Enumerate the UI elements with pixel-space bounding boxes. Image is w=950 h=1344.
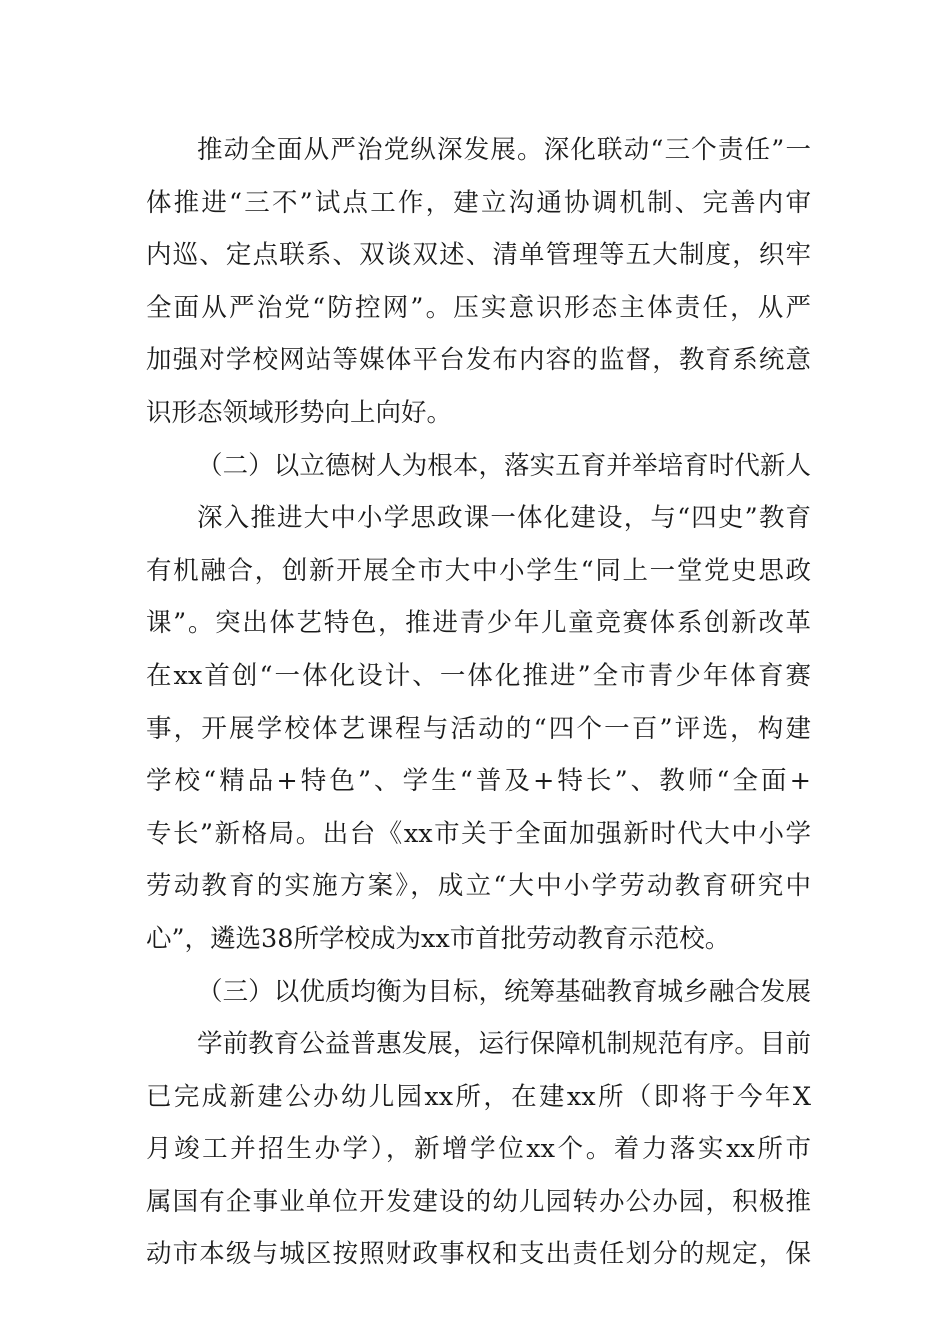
text-line: 深入推进大中小学思政课一体化建设，与“四史”教育: [197, 503, 811, 534]
document-body: [146, 124, 811, 1281]
text-line: 学校“精品+特色”、学生“普及+特长”、教师“全面+: [146, 766, 811, 797]
text-line: 全面从严治党“防控网”。压实意识形态主体责任，从严: [146, 292, 811, 323]
text-line: 体推进“三不”试点工作，建立沟通协调机制、完善内审: [146, 187, 811, 218]
text-line: 劳动教育的实施方案》，成立“大中小学劳动教育研究中: [146, 871, 811, 902]
text-line: （三）以优质均衡为目标，统筹基础教育城乡融合发展: [197, 976, 811, 1007]
text-line: （二）以立德树人为根本，落实五育并举培育时代新人: [197, 450, 811, 481]
text-line: 动市本级与城区按照财政事权和支出责任划分的规定，保: [146, 1239, 811, 1270]
text-line: 专长”新格局。出台《xx市关于全面加强新时代大中小学: [146, 818, 811, 849]
text-line: 已完成新建公办幼儿园xx所，在建xx所（即将于今年X: [146, 1081, 811, 1112]
text-line: 课”。突出体艺特色，推进青少年儿童竞赛体系创新改革: [146, 608, 811, 639]
text-line: 有机融合，创新开展全市大中小学生“同上一堂党史思政: [146, 555, 811, 586]
text-line: 加强对学校网站等媒体平台发布内容的监督，教育系统意: [146, 345, 811, 376]
text-line: 在xx首创“一体化设计、一体化推进”全市青少年体育赛: [146, 660, 811, 691]
text-line: 学前教育公益普惠发展，运行保障机制规范有序。目前: [197, 1029, 811, 1060]
text-line: 内巡、定点联系、双谈双述、清单管理等五大制度，织牢: [146, 240, 811, 271]
text-line: 属国有企事业单位开发建设的幼儿园转办公办园，积极推: [146, 1186, 811, 1217]
text-line: 心”，遴选38所学校成为xx市首批劳动教育示范校。: [146, 923, 731, 954]
text-line: 月竣工并招生办学），新增学位xx个。着力落实xx所市: [146, 1134, 811, 1165]
text-line: 推动全面从严治党纵深发展。深化联动“三个责任”一: [197, 135, 811, 165]
text-line: 识形态领域形势向上向好。: [146, 397, 453, 428]
text-line: 事，开展学校体艺课程与活动的“四个一百”评选，构建: [146, 713, 811, 744]
